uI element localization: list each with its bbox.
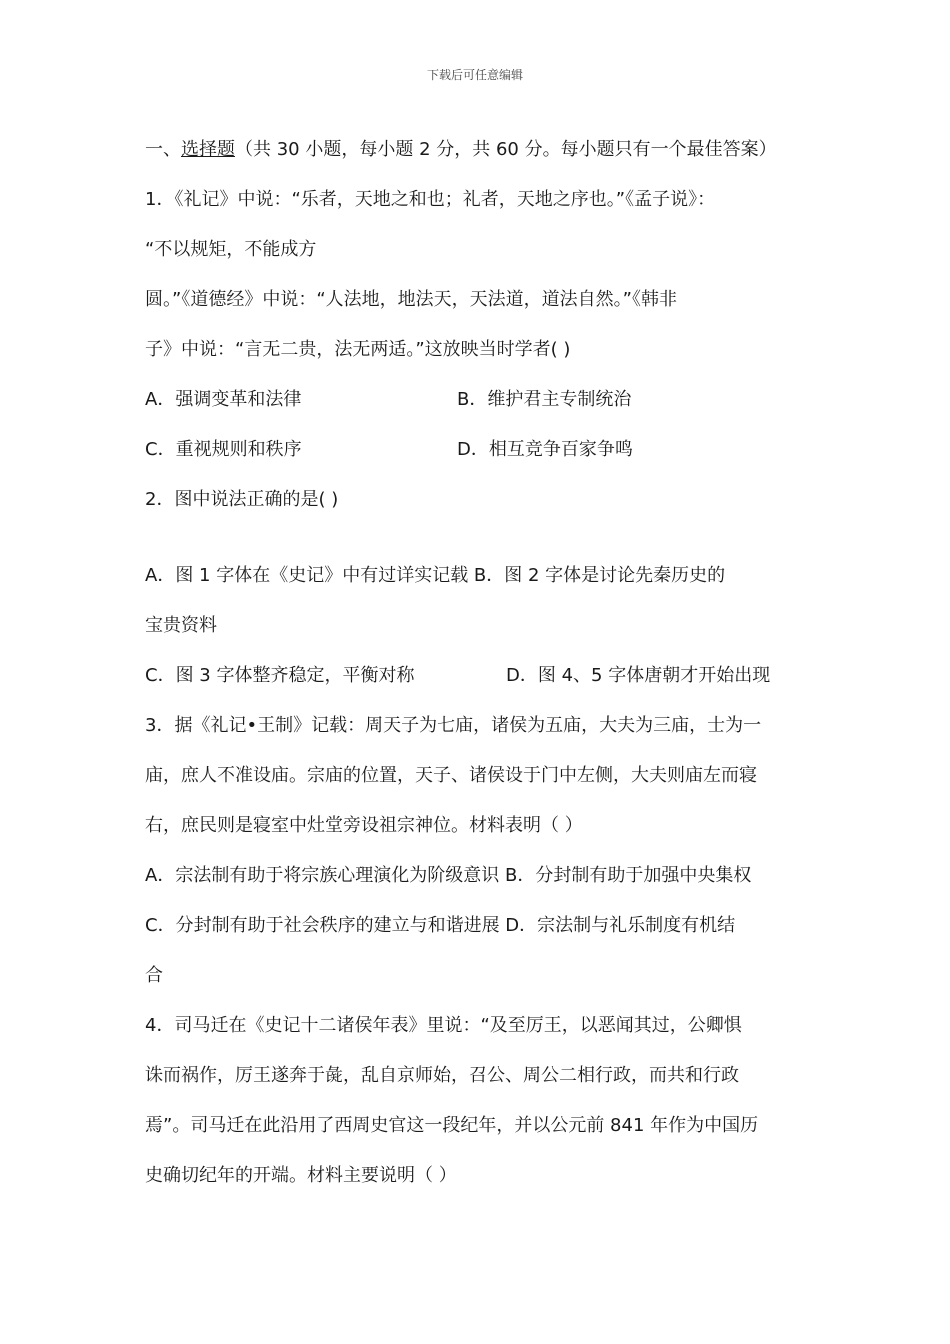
q1-options-cd: [145, 434, 815, 484]
q3-options-ab: A．宗法制有助于将宗族心理演化为阶级意识 B．分封制有助于加强中央集权: [145, 865, 752, 886]
section-prefix: 一、: [145, 139, 181, 160]
q1-line-2: “不以规矩，不能成方: [145, 239, 317, 260]
q1-option-a: A．强调变革和法律: [145, 389, 302, 410]
q1-line-3: 圆。”《道德经》中说：“人法地，地法天，天法道，道法自然。”《韩非: [145, 289, 677, 310]
q3-line-2: 庙，庶人不准设庙。宗庙的位置，天子、诸侯设于门中左侧，大夫则庙左而寝: [145, 765, 757, 786]
q1-option-c: C．重视规则和秩序: [145, 439, 302, 460]
section-link[interactable]: 选择题: [181, 139, 235, 160]
q4-line-4: 史确切纪年的开端。材料主要说明（ ）: [145, 1165, 457, 1186]
q4-line-1: 4．司马迁在《史记十二诸侯年表》里说：“及至厉王，以恶闻其过，公卿惧: [145, 1015, 742, 1036]
q2-option-c: C．图 3 字体整齐稳定，平衡对称: [145, 665, 415, 686]
section-rest: （共 30 小题，每小题 2 分，共 60 分。每小题只有一个最佳答案）: [235, 139, 777, 160]
q4-line-2: 诛而祸作，厉王遂奔于彘，乱自京师始，召公、周公二相行政，而共和行政: [145, 1065, 739, 1086]
q3-line-3: 右，庶民则是寝室中灶堂旁设祖宗神位。材料表明（ ）: [145, 815, 583, 836]
figure-gap: [145, 534, 815, 560]
section-title: [145, 134, 815, 184]
document-body: [145, 134, 815, 1210]
q3-line-1: 3．据《礼记•王制》记载：周天子为七庙，诸侯为五庙，大夫为三庙，士为一: [145, 715, 762, 736]
q3-options-cd: C．分封制有助于社会秩序的建立与和谐进展 D．宗法制与礼乐制度有机结: [145, 915, 736, 936]
page-header: 下载后可任意编辑: [426, 68, 523, 82]
q2-options-cd: [145, 660, 815, 710]
q1-line-1: 1．《礼记》中说：“乐者，天地之和也；礼者，天地之序也。”《孟子说》：: [145, 189, 716, 210]
q2-option-d: D．图 4、5 字体唐朝才开始出现: [506, 665, 771, 686]
q4-line-3: 焉”。司马迁在此沿用了西周史官这一段纪年，并以公元前 841 年作为中国历: [145, 1115, 759, 1136]
q2-line-1: 2．图中说法正确的是( ): [145, 489, 339, 510]
q1-option-d: D．相互竞争百家争鸣: [457, 439, 633, 460]
q2-options-ab-cont: 宝贵资料: [145, 615, 217, 636]
q3-options-cd-cont: 合: [145, 965, 163, 986]
q2-options-ab: A．图 1 字体在《史记》中有过详实记载 B．图 2 字体是讨论先秦历史的: [145, 565, 726, 586]
q1-line-4: 子》中说：“言无二贵，法无两适。”这放映当时学者( ): [145, 339, 571, 360]
q1-option-b: B．维护君主专制统治: [457, 389, 632, 410]
q1-options-ab: [145, 384, 815, 434]
